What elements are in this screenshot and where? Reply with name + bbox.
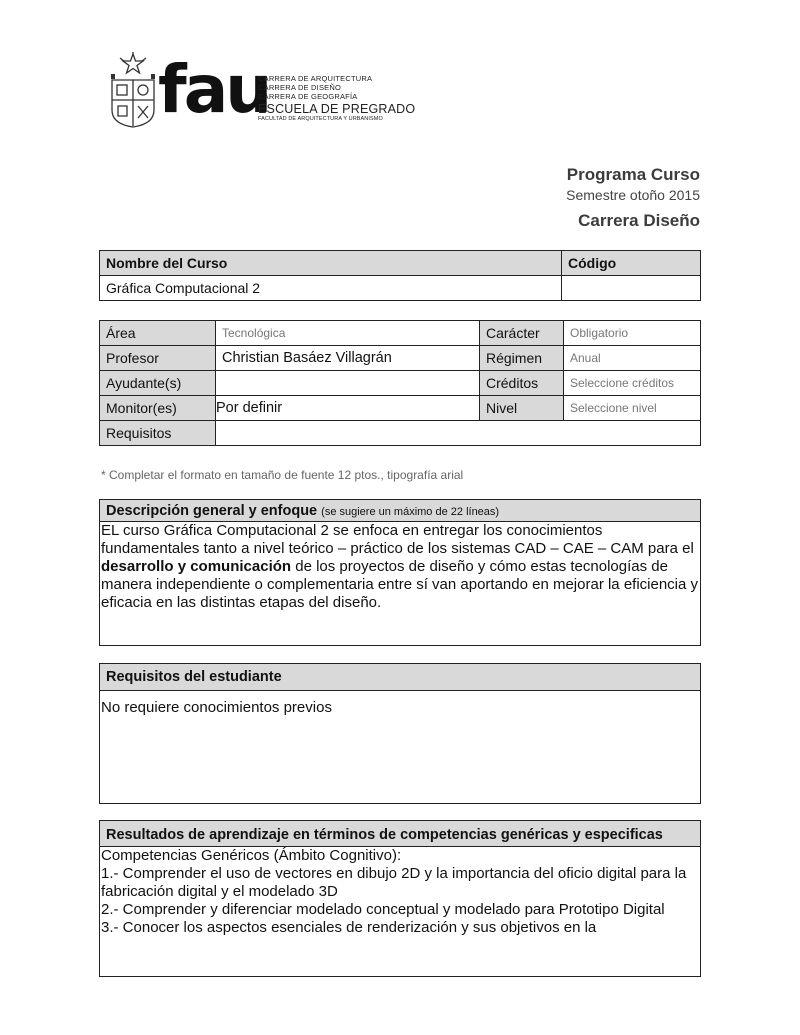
format-note: * Completar el formato en tamaño de fuente 12 ptos., tipografía arial xyxy=(101,468,464,482)
credits-field[interactable]: Seleccione créditos xyxy=(564,371,701,396)
learning-outcome-line: 2.- Comprender y diferenciar modelado conceptual y modelado para Prototipo Digital xyxy=(101,901,665,918)
logo-line-geography: CARRERA DE GEOGRAFÍA xyxy=(258,92,358,101)
monitor-field[interactable]: Por definir xyxy=(216,396,480,421)
regime-field[interactable]: Anual xyxy=(564,346,701,371)
university-seal-icon xyxy=(110,52,156,128)
course-code-value[interactable] xyxy=(562,276,701,301)
description-text[interactable] xyxy=(100,522,700,612)
student-requirements-header: Requisitos del estudiante xyxy=(100,664,700,691)
description-text-bold: desarrollo y comunicación xyxy=(101,558,292,575)
career-label: Carrera Diseño xyxy=(578,211,700,230)
student-requirements-box xyxy=(99,663,701,804)
course-info-table xyxy=(99,320,701,446)
monitor-label: Monitor(es) xyxy=(100,396,216,421)
course-name-value[interactable]: Gráfica Computacional 2 xyxy=(100,276,562,301)
course-name-header: Nombre del Curso xyxy=(100,251,562,276)
description-text-part2: de los proyectos de diseño y cómo estas tecnologías de manera independiente o complementaria entre sí van aportando en mejorar la eficiencia y eficacia en las distintas etapas del diseño. xyxy=(101,558,699,611)
area-label: Área xyxy=(100,321,216,346)
level-field[interactable]: Seleccione nivel xyxy=(564,396,701,421)
learning-outcomes-header: Resultados de aprendizaje en términos de competencias genéricas y especificas xyxy=(100,821,700,847)
learning-outcomes-box xyxy=(99,820,701,977)
learning-outcome-line: 1.- Comprender el uso de vectores en dibujo 2D y la importancia del oficio digital para la fabricación digital y el modelado 3D xyxy=(101,865,687,900)
level-label: Nivel xyxy=(480,396,564,421)
credits-label: Créditos xyxy=(480,371,564,396)
requirements-label: Requisitos xyxy=(100,421,216,446)
character-field[interactable]: Obligatorio xyxy=(564,321,701,346)
logo-text-block xyxy=(258,74,438,123)
description-text-part1: EL curso Gráfica Computacional 2 se enfoca en entregar los conocimientos fundamentales tanto a nivel teórico – práctico de los sistemas CAD – CAE – CAM para el xyxy=(101,522,694,557)
description-header xyxy=(100,500,700,522)
course-code-header: Código xyxy=(562,251,701,276)
description-title: Descripción general y enfoque xyxy=(106,503,318,519)
student-requirements-text[interactable]: No requiere conocimientos previos xyxy=(101,699,332,716)
brand-wordmark: fau xyxy=(158,51,270,128)
logo-faculty: FACULTAD DE ARQUITECTURA Y URBANISMO xyxy=(258,116,383,122)
description-box xyxy=(99,499,701,646)
assistant-label: Ayudante(s) xyxy=(100,371,216,396)
logo-line-architecture: CARRERA DE ARQUITECTURA xyxy=(258,74,373,83)
character-label: Carácter xyxy=(480,321,564,346)
logo-line-design: CARRERA DE DISEÑO xyxy=(258,83,341,92)
page-title: Programa Curso xyxy=(566,165,700,184)
requirements-field[interactable] xyxy=(216,421,701,446)
description-hint: (se sugiere un máximo de 22 líneas) xyxy=(321,506,500,518)
assistant-field[interactable] xyxy=(216,371,480,396)
semester-label: Semestre otoño 2015 xyxy=(566,187,700,203)
logo-school: ESCUELA DE PREGRADO xyxy=(258,102,416,116)
learning-outcome-line: Competencias Genéricos (Ámbito Cognitivo): xyxy=(101,847,402,864)
regime-label: Régimen xyxy=(480,346,564,371)
professor-label: Profesor xyxy=(100,346,216,371)
learning-outcomes-text[interactable] xyxy=(100,847,700,937)
professor-field[interactable]: Christian Basáez Villagrán xyxy=(216,346,480,371)
area-field[interactable]: Tecnológica xyxy=(216,321,480,346)
learning-outcome-line: 3.- Conocer los aspectos esenciales de renderización y sus objetivos en la xyxy=(101,919,597,936)
course-name-table xyxy=(99,250,701,301)
